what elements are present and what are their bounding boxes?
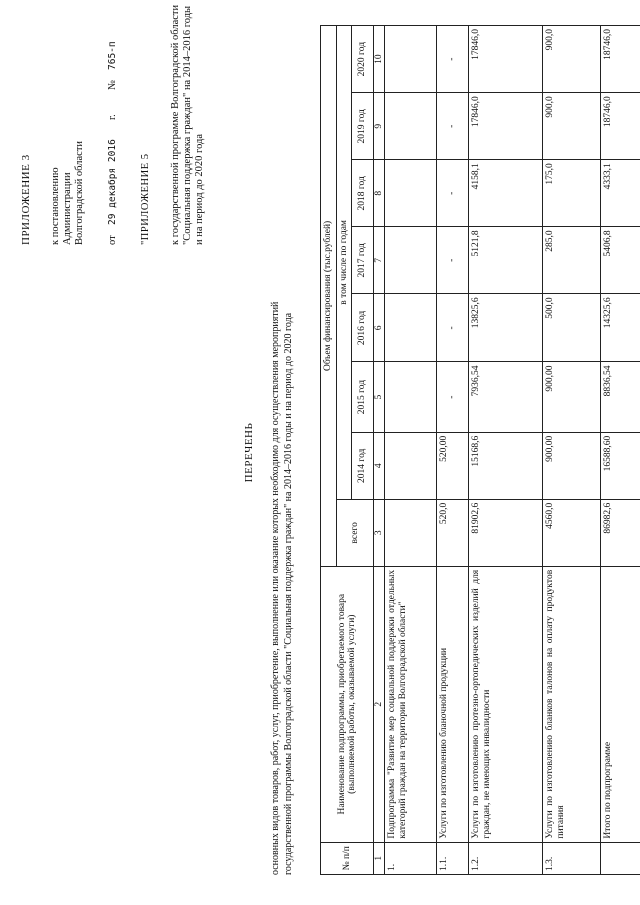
column-number: 10	[374, 26, 385, 93]
column-number: 2	[374, 566, 385, 842]
header-year: 2016 год	[352, 294, 374, 362]
column-number: 9	[374, 93, 385, 160]
region-line: Волгоградской области	[74, 140, 85, 245]
cell-2017: 5121,8	[469, 227, 543, 294]
funding-table	[320, 25, 640, 875]
header-year: 2019 год	[352, 93, 374, 160]
row-name: Подпрограмма "Развитие мер социальной поддержки отдельных категорий граждан на территории Волгоградской области"	[385, 566, 437, 842]
cell-2014: 520,00	[437, 432, 469, 499]
cell-2015	[385, 362, 437, 432]
column-number: 7	[374, 227, 385, 294]
document-title: ПЕРЕЧЕНЬ	[243, 422, 255, 483]
column-number: 1	[374, 842, 385, 874]
cell-2018: 175,0	[543, 160, 601, 227]
cell-2020: 900,0	[543, 26, 601, 93]
cell-2014: 16588,60	[601, 432, 640, 499]
cell-2020	[385, 26, 437, 93]
cell-2016: 13825,6	[469, 294, 543, 362]
cell-2017: 285,0	[543, 227, 601, 294]
cell-2020: 17846,0	[469, 26, 543, 93]
program-line-3: и на период до 2020 года	[194, 133, 205, 245]
table-row	[601, 26, 640, 875]
header-year: 2015 год	[352, 362, 374, 432]
header-col-no: № п/п	[321, 842, 374, 874]
table-row	[385, 26, 437, 875]
cell-2020: -	[437, 26, 469, 93]
cell-2020: 18746,0	[601, 26, 640, 93]
title-line-1: основных видов товаров, работ, услуг, приобретение, выполнение или оказание которых необходимо для осуществления мероприятий	[270, 301, 281, 875]
cell-2015: -	[437, 362, 469, 432]
cell-2019	[385, 93, 437, 160]
date-prefix: от	[107, 235, 118, 245]
cell-2017: 5406,8	[601, 227, 640, 294]
decree-line: к постановлению	[50, 167, 61, 245]
row-name: Услуги по изготовлению бланков талонов на оплату продуктов питания	[543, 566, 601, 842]
cell-total: 81902,6	[469, 499, 543, 566]
cell-2016: 14325,6	[601, 294, 640, 362]
header-col-total: всего	[336, 499, 374, 566]
date-suffix: г.	[107, 114, 118, 120]
header-year: 2014 год	[352, 432, 374, 499]
cell-2015: 8836,54	[601, 362, 640, 432]
row-name: Итого по подпрограмме	[601, 566, 640, 842]
row-number: 1.	[385, 842, 437, 874]
cell-2014	[385, 432, 437, 499]
header-col-funding: Объем финансирования (тыс.рублей)	[321, 26, 337, 567]
column-number-row	[374, 26, 385, 875]
program-line-2: "Социальная поддержка граждан" на 2014–2016 годы	[182, 5, 193, 245]
header-year: 2017 год	[352, 227, 374, 294]
cell-2014: 900,00	[543, 432, 601, 499]
cell-total: 86982,6	[601, 499, 640, 566]
title-line-2: государственной программы Волгоградской области "Социальная поддержка граждан" на 2014–2016 годы и на период до 2020 года	[283, 312, 294, 875]
column-number: 4	[374, 432, 385, 499]
cell-2019: 17846,0	[469, 93, 543, 160]
cell-total: 4560,0	[543, 499, 601, 566]
cell-2016	[385, 294, 437, 362]
cell-2016: 500,0	[543, 294, 601, 362]
header-col-including: в том числе по годам	[336, 26, 352, 500]
table-row	[469, 26, 543, 875]
date-value: 29 декабря 2016	[107, 139, 118, 225]
administration-line: Администрации	[62, 172, 73, 245]
cell-2019: -	[437, 93, 469, 160]
cell-2017	[385, 227, 437, 294]
column-number: 3	[374, 499, 385, 566]
row-name: Услуги по изготовлению протезно-ортопедических изделий для граждан, не имеющих инвалидности	[469, 566, 543, 842]
appendix-5-heading: "ПРИЛОЖЕНИЕ 5	[140, 153, 151, 245]
column-number: 5	[374, 362, 385, 432]
cell-2019: 18746,0	[601, 93, 640, 160]
header-col-name: Наименование подпрограммы, приобретаемого товара (выполняемой работы, оказываемой услуги)	[321, 566, 374, 842]
column-number: 6	[374, 294, 385, 362]
cell-2014: 15168,6	[469, 432, 543, 499]
cell-total	[385, 499, 437, 566]
row-number	[601, 842, 640, 874]
header-year: 2020 год	[352, 26, 374, 93]
row-number: 1.1.	[437, 842, 469, 874]
cell-2018: 4158,1	[469, 160, 543, 227]
cell-2015: 7936,54	[469, 362, 543, 432]
cell-2017: -	[437, 227, 469, 294]
cell-2015: 900,00	[543, 362, 601, 432]
column-number: 8	[374, 160, 385, 227]
cell-total: 520,0	[437, 499, 469, 566]
row-name: Услуги по изготовлению бланочной продукции	[437, 566, 469, 842]
appendix-3-heading: ПРИЛОЖЕНИЕ 3	[20, 154, 32, 245]
table-row	[437, 26, 469, 875]
number-sign: №	[107, 79, 118, 90]
header-year: 2018 год	[352, 160, 374, 227]
cell-2018	[385, 160, 437, 227]
decree-number: 765-п	[107, 41, 118, 70]
cell-2016: -	[437, 294, 469, 362]
program-line-1: к государственной программе Волгоградской области	[170, 4, 181, 245]
cell-2019: 900,0	[543, 93, 601, 160]
table-row	[543, 26, 601, 875]
cell-2018: 4333,1	[601, 160, 640, 227]
cell-2018: -	[437, 160, 469, 227]
row-number: 1.2.	[469, 842, 543, 874]
row-number: 1.3.	[543, 842, 601, 874]
